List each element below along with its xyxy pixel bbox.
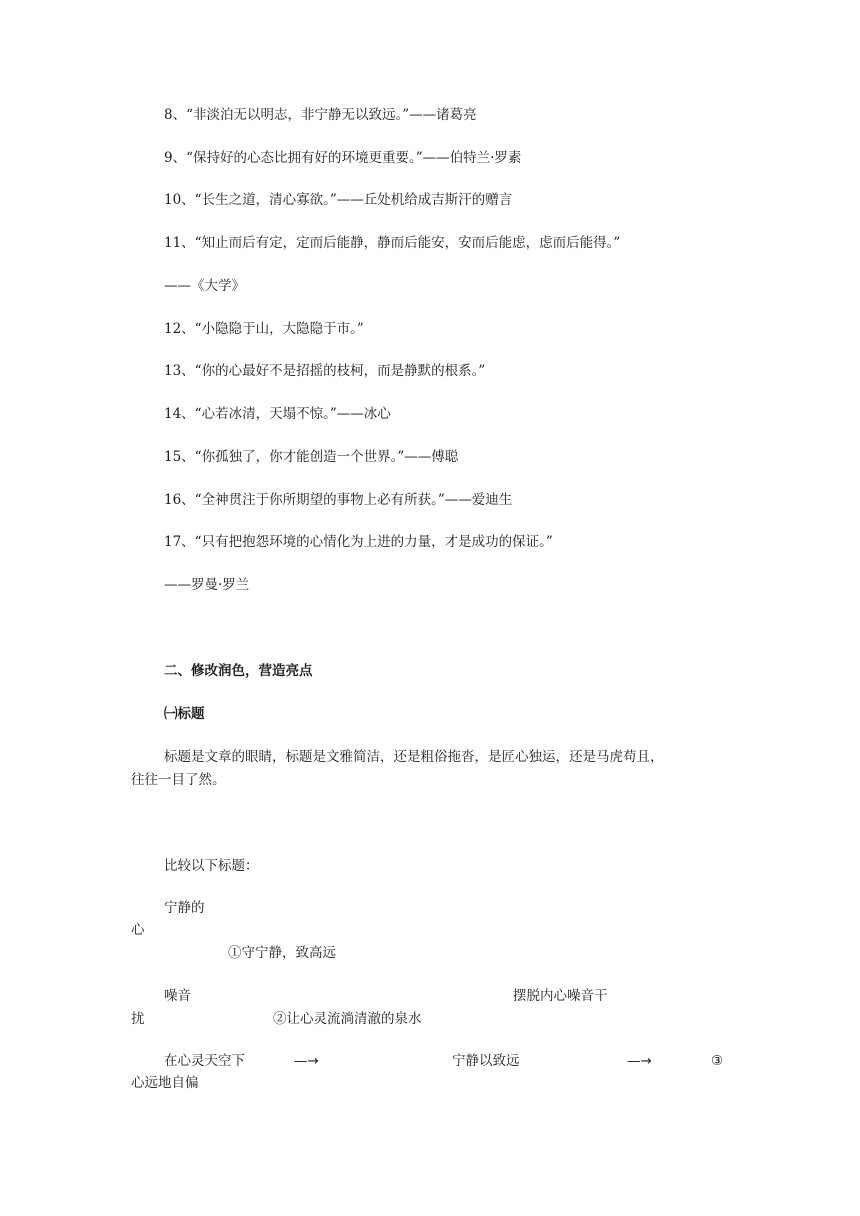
quote-item: 8、“非淡泊无以明志，非宁静无以致远。”——诸葛亮 bbox=[164, 107, 477, 123]
section-heading: 二、修改润色，营造亮点 bbox=[164, 663, 313, 679]
quote-item: 15、“你孤独了，你才能创造一个世界。”——傅聪 bbox=[164, 449, 459, 465]
title-option: 宁静的 bbox=[164, 900, 205, 916]
section-subheading: ㈠标题 bbox=[164, 706, 205, 722]
title-option: 心 bbox=[131, 922, 145, 938]
quote-item: 10、“长生之道，清心寡欲。”——丘处机给成吉斯汗的赠言 bbox=[164, 192, 513, 208]
title-option: 宁静以致远 bbox=[452, 1053, 520, 1069]
title-option: 心远地自偏 bbox=[131, 1075, 199, 1091]
title-option: ③ bbox=[711, 1053, 724, 1069]
title-option: 扰 bbox=[131, 1011, 145, 1027]
quote-attribution: ——《大学》 bbox=[164, 278, 245, 294]
arrow-icon: —→ bbox=[627, 1053, 652, 1069]
quote-item: 11、“知止而后有定，定而后能静，静而后能安，安而后能虑，虑而后能得。” bbox=[164, 235, 621, 251]
paragraph-line: 标题是文章的眼睛，标题是文雅简洁，还是粗俗拖沓，是匠心独运，还是马虎苟且， bbox=[164, 749, 664, 765]
title-option: 噪音 bbox=[164, 988, 191, 1004]
quote-item: 13、“你的心最好不是招摇的枝柯，而是静默的根系。” bbox=[164, 363, 486, 379]
title-option: 摆脱内心噪音干 bbox=[513, 988, 608, 1004]
quote-item: 16、“全神贯注于你所期望的事物上必有所获。”——爱迪生 bbox=[164, 492, 513, 508]
title-option: ②让心灵流淌清澈的泉水 bbox=[273, 1011, 422, 1027]
quote-attribution: ——罗曼·罗兰 bbox=[164, 577, 250, 593]
quote-item: 14、“心若冰清，天塌不惊。”——冰心 bbox=[164, 406, 391, 422]
quote-item: 9、“保持好的心态比拥有好的环境更重要。”——伯特兰·罗素 bbox=[164, 150, 522, 166]
title-option: ①守宁静，致高远 bbox=[228, 945, 336, 961]
paragraph-line: 往往一目了然。 bbox=[131, 772, 226, 788]
arrow-icon: —→ bbox=[294, 1053, 319, 1069]
compare-label: 比较以下标题： bbox=[164, 858, 259, 874]
quote-item: 17、“只有把抱怨环境的心情化为上进的力量，才是成功的保证。” bbox=[164, 534, 553, 550]
quote-item: 12、“小隐隐于山，大隐隐于市。” bbox=[164, 321, 364, 337]
title-option: 在心灵天空下 bbox=[164, 1053, 245, 1069]
